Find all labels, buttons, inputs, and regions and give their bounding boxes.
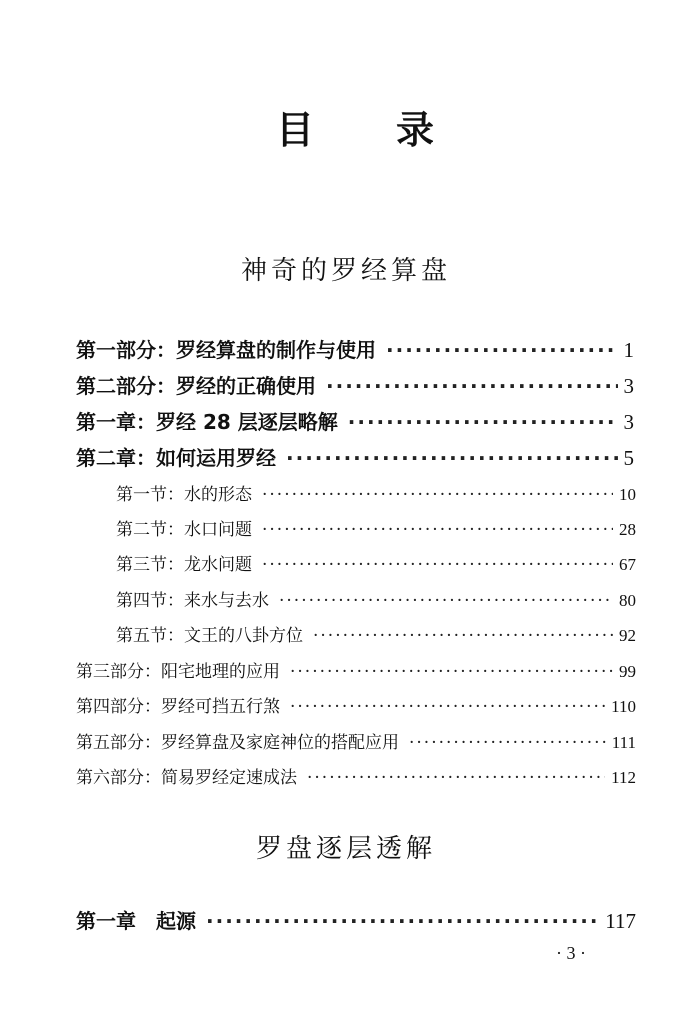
dot-leader (326, 374, 618, 398)
toc-entry-page: 5 (623, 446, 634, 470)
toc-entry-page: 80 (619, 591, 636, 610)
page-number: · 3 · (556, 943, 586, 963)
section-heading-compass-abacus: 神奇的罗经算盘 (240, 256, 451, 286)
toc-entry-label: 第二部分：罗经的正确使用 (76, 374, 316, 398)
dot-leader (262, 485, 613, 505)
toc-entry-page: 99 (619, 662, 636, 681)
toc-subentry[interactable] (116, 550, 636, 575)
title-char-left: 目 (276, 108, 315, 152)
dot-leader (290, 662, 613, 682)
dot-leader (409, 733, 606, 753)
toc-entry-page: 1 (623, 338, 634, 362)
toc-entry[interactable] (76, 406, 634, 435)
toc-entry-page: 112 (611, 768, 636, 787)
toc-entry-label: 第五节：文王的八卦方位 (116, 626, 303, 646)
dot-leader (262, 520, 613, 540)
toc-entry[interactable] (76, 692, 636, 717)
toc-entry[interactable] (76, 905, 636, 934)
toc-entry-label: 第一章 起源 (76, 909, 196, 933)
toc-entry[interactable] (76, 370, 634, 399)
toc-entry-label: 第二节：水口问题 (116, 520, 252, 540)
toc-entry-page: 28 (619, 520, 636, 539)
toc-entry-label: 第一章：罗经 28 层逐层略解 (76, 410, 338, 434)
toc-entry-page: 3 (623, 410, 634, 434)
page-title (0, 108, 692, 152)
toc-entry[interactable] (76, 763, 636, 788)
dot-leader (262, 555, 613, 575)
toc-entry[interactable] (76, 657, 636, 682)
dot-leader (286, 446, 618, 470)
dot-leader (386, 338, 618, 362)
dot-leader (313, 626, 613, 646)
dot-leader (307, 768, 605, 788)
toc-entry-label: 第一节：水的形态 (116, 485, 252, 505)
toc-entry[interactable] (76, 442, 634, 471)
title-char-right: 录 (396, 108, 435, 152)
toc-entry-label: 第五部分：罗经算盘及家庭神位的搭配应用 (76, 733, 399, 753)
toc-entry-label: 第三部分：阳宅地理的应用 (76, 662, 280, 682)
toc-entry-label: 第四部分：罗经可挡五行煞 (76, 697, 280, 717)
dot-leader (279, 591, 613, 611)
section-heading-layer-explanation: 罗盘逐层透解 (255, 834, 436, 864)
toc-entry-page: 110 (611, 697, 636, 716)
toc-entry-label: 第六部分：简易罗经定速成法 (76, 768, 297, 788)
dot-leader (348, 410, 618, 434)
toc-entry-page: 117 (605, 909, 636, 933)
toc-entry-label: 第三节：龙水问题 (116, 555, 252, 575)
toc-entry-label: 第二章：如何运用罗经 (76, 446, 276, 470)
toc-subentry[interactable] (116, 586, 636, 611)
toc-subentry[interactable] (116, 480, 636, 505)
toc-entry-label: 第四节：来水与去水 (116, 591, 269, 611)
toc-entry-page: 10 (619, 485, 636, 504)
toc-subentry[interactable] (116, 515, 636, 540)
dot-leader (290, 697, 605, 717)
toc-entry[interactable] (76, 334, 634, 363)
toc-entry-page: 111 (611, 733, 636, 752)
toc-entry-page: 67 (619, 555, 636, 574)
toc-entry-page: 3 (623, 374, 634, 398)
toc-entry-page: 92 (619, 626, 636, 645)
toc-entry[interactable] (76, 728, 636, 753)
toc-subentry[interactable] (116, 621, 636, 646)
toc-entry-label: 第一部分：罗经算盘的制作与使用 (76, 338, 376, 362)
dot-leader (206, 909, 599, 933)
